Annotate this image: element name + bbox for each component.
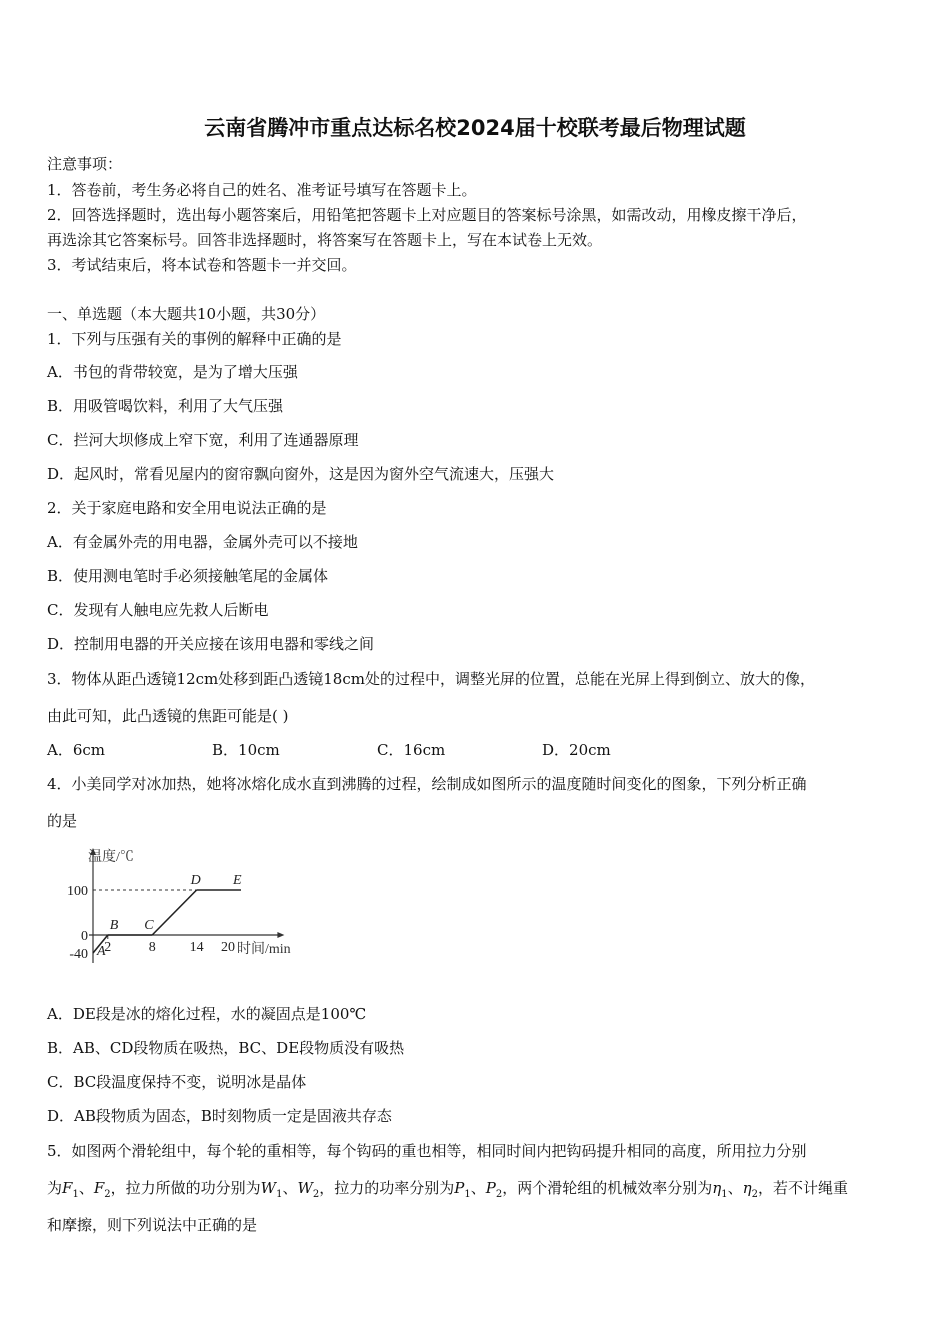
text-run: ，拉力所做的功分别为 xyxy=(110,1179,261,1197)
question-1-option-d: D．起风时，常看见屋内的窗帘飘向窗外，这是因为窗外空气流速大，压强大 xyxy=(47,465,555,483)
question-3-option-b: B．10cm xyxy=(212,741,280,759)
y-tick-label: -40 xyxy=(69,947,88,962)
y-tick-label: 100 xyxy=(67,884,88,899)
math-variable: W xyxy=(260,1179,277,1197)
question-3-stem-line2: 由此可知，此凸透镜的焦距可能是( ) xyxy=(47,707,289,725)
notice-item: 3．考试结束后，将本试卷和答题卡一并交回。 xyxy=(47,256,357,274)
math-variable: P xyxy=(454,1179,465,1197)
math-variable: η xyxy=(742,1179,752,1197)
point-label-a: A xyxy=(97,944,106,959)
point-label-c: C xyxy=(144,918,154,933)
notice-item: 1．答卷前，考生务必将自己的姓名、准考证号填写在答题卡上。 xyxy=(47,181,477,199)
notice-heading: 注意事项： xyxy=(47,155,123,173)
question-1-option-c: C．拦河大坝修成上窄下宽，利用了连通器原理 xyxy=(47,431,359,449)
subscript: 2 xyxy=(751,1189,758,1200)
text-run: 、 xyxy=(282,1179,298,1197)
x-axis-arrow xyxy=(277,932,284,938)
x-tick-label: 20 xyxy=(221,940,235,955)
point-label-d: D xyxy=(190,873,201,888)
text-run: ，若不计绳重 xyxy=(758,1179,849,1197)
y-tick-label: 0 xyxy=(81,929,88,944)
text-run: 、 xyxy=(727,1179,743,1197)
text-run: ，两个滑轮组的机械效率分别为 xyxy=(502,1179,713,1197)
question-2-option-b: B．使用测电笔时手必须接触笔尾的金属体 xyxy=(47,567,329,585)
math-variable: F xyxy=(93,1179,105,1197)
section-heading: 一、单选题（本大题共10小题，共30分） xyxy=(47,305,326,323)
question-4-option-a: A．DE段是冰的熔化过程，水的凝固点是100℃ xyxy=(47,1005,367,1023)
question-1-option-a: A．书包的背带较宽，是为了增大压强 xyxy=(47,363,298,381)
notice-item: 再选涂其它答案标号。回答非选择题时，将答案写在答题卡上，写在本试卷上无效。 xyxy=(47,231,603,249)
math-variable: P xyxy=(485,1179,496,1197)
question-2-option-d: D．控制用电器的开关应接在该用电器和零线之间 xyxy=(47,635,375,653)
math-variable: W xyxy=(297,1179,313,1197)
page-title: 云南省腾冲市重点达标名校2024届十校联考最后物理试题 xyxy=(204,116,746,140)
subscript: 1 xyxy=(464,1189,471,1200)
subscript: 1 xyxy=(72,1189,79,1200)
notice-item: 2．回答选择题时，选出每小题答案后，用铅笔把答题卡上对应题目的答案标号涂黑，如需改动，用橡皮擦干净后， xyxy=(47,206,807,224)
question-4-option-b: B．AB、CD段物质在吸热，BC、DE段物质没有吸热 xyxy=(47,1039,405,1057)
subscript: 1 xyxy=(721,1189,728,1200)
question-2-stem: 2．关于家庭电路和安全用电说法正确的是 xyxy=(47,499,327,517)
math-variable: F xyxy=(62,1179,73,1197)
x-tick-label: 14 xyxy=(189,940,204,955)
subscript: 2 xyxy=(312,1189,320,1200)
question-5-stem-line2 xyxy=(47,1177,848,1200)
point-label-b: B xyxy=(109,918,119,933)
question-4-option-c: C．BC段温度保持不变，说明冰是晶体 xyxy=(47,1073,307,1091)
text-run: 、 xyxy=(470,1179,486,1197)
question-2-option-a: A．有金属外壳的用电器，金属外壳可以不接地 xyxy=(47,533,358,551)
question-4-stem-line2: 的是 xyxy=(47,812,78,830)
subscript: 2 xyxy=(495,1189,503,1200)
question-3-option-d: D．20cm xyxy=(542,741,611,759)
question-3-stem-line1: 3．物体从距凸透镜12cm处移到距凸透镜18cm处的过程中，调整光屏的位置，总能在光屏上得到倒立、放大的像， xyxy=(47,670,815,688)
text-run: 为 xyxy=(47,1179,63,1197)
x-tick-label: 8 xyxy=(148,940,156,955)
question-2-option-c: C．发现有人触电应先救人后断电 xyxy=(47,601,269,619)
text-run: 、 xyxy=(78,1179,94,1197)
question-1-option-b: B．用吸管喝饮料，利用了大气压强 xyxy=(47,397,284,415)
subscript: 2 xyxy=(104,1189,111,1200)
question-3-option-a: A．6cm xyxy=(47,741,106,759)
temperature-time-chart xyxy=(55,845,325,980)
subscript: 1 xyxy=(276,1189,283,1200)
question-4-option-d: D．AB段物质为固态，B时刻物质一定是固液共存态 xyxy=(47,1107,392,1125)
y-axis-label: 温度/℃ xyxy=(88,850,134,865)
text-run: ，拉力的功率分别为 xyxy=(319,1179,455,1197)
question-4-stem-line1: 4．小美同学对冰加热，她将冰熔化成水直到沸腾的过程，绘制成如图所示的温度随时间变化的图象，下列分析正确 xyxy=(47,775,807,793)
question-5-stem-line1: 5．如图两个滑轮组中，每个轮的重相等，每个钩码的重也相等，相同时间内把钩码提升相同的高度，所用拉力分别 xyxy=(47,1142,807,1160)
question-5-stem-line3: 和摩擦，则下列说法中正确的是 xyxy=(47,1216,258,1234)
x-tick-label: 2 xyxy=(104,940,112,955)
question-3-option-c: C．16cm xyxy=(377,741,446,759)
math-variable: η xyxy=(712,1179,722,1197)
series-segment xyxy=(152,890,196,935)
question-1-stem: 1．下列与压强有关的事例的解释中正确的是 xyxy=(47,330,342,348)
x-axis-label: 时间/min xyxy=(237,942,291,957)
point-label-e: E xyxy=(233,873,242,888)
